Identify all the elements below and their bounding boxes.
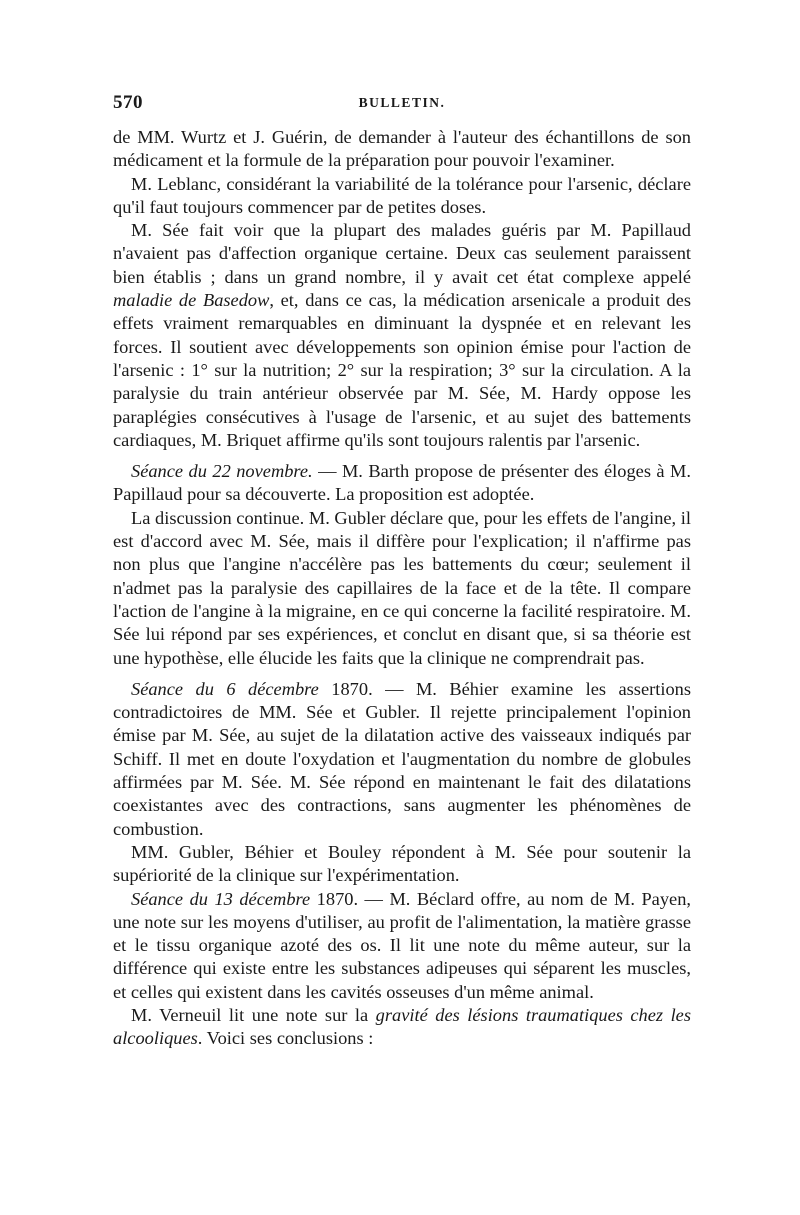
paragraph-text-before: M. Verneuil lit une note sur la [131, 1004, 376, 1025]
paragraph-verneuil [113, 1004, 691, 1051]
paragraph-seance-13-decembre [113, 888, 691, 1004]
paragraph-text-after: 1870. — M. Béclard offre, au nom de M. Payen, une note sur les moyens d'utiliser, au profit de l'alimentation, la matière grasse et le tissu organique azoté des os. Il lit une note du même auteur, sur la différence qui existe entre les substances adipeuses qui séparent les muscles, et celles qui existent dans les cavités osseuses d'un même animal. [113, 888, 692, 1002]
paragraph-text: M. Leblanc, considérant la variabilité de la tolérance pour l'arsenic, déclare qu'il faut toujours commencer par de petites doses. [113, 173, 691, 217]
paragraph-discussion [113, 507, 691, 670]
paragraph-see [113, 219, 691, 452]
running-title: BULLETIN. [358, 95, 446, 110]
paragraph-continued [113, 126, 691, 173]
paragraph-text-after: . Voici ses conclusions : [197, 1028, 374, 1049]
seance-heading: Séance du 6 décembre [131, 678, 319, 699]
paragraph-text-after: 1870. — M. Béhier examine les assertions contradictoires de MM. Sée et Gubler. Il rejette principalement l'opinion émise par M. Sée, au sujet de la dilatation active des vaisseaux indiqués par Schiff. Il met en doute l'oxydation et l'augmentation du nombre de globules affirmées par M. Sée. M. Sée répond en maintenant le fait des dilatations coexistantes avec des contractions, sans augmenter les phénomènes de combustion. [113, 678, 691, 839]
paragraph-text: La discussion continue. M. Gubler déclare que, pour les effets de l'angine, il est d'accord avec M. Sée, mais il diffère pour l'explication; il n'affirme pas non plus que l'angine n'accélère pas les battements du cœur; seulement il n'admet pas la paralysie des capillaires de la face et de la tête. Il compare l'action de l'angine à la migraine, en ce qui concerne la facilité respiratoire. M. Sée lui répond par ses expériences, et conclut en disant que, si sa théorie est une hypothèse, elle élucide les faits que la clinique ne comprendrait pas. [113, 507, 691, 668]
body-text [113, 126, 691, 1051]
page-number: 570 [113, 92, 143, 113]
paragraph-seance-22-novembre [113, 460, 691, 507]
paragraph-text-after: , et, dans ce cas, la médication arsenicale a produit des effets vraiment remarquables en diminuant la dyspnée et en relevant les forces. Il soutient avec développements son opinion émise pour l'action de l'arsenic : 1° sur la nutrition; 2° sur la respiration; 3° sur la circulation. A la paralysie du train antérieur observée par M. Sée, M. Hardy oppose les paraplégies consécutives à l'usage de l'arsenic, et au sujet des battements cardiaques, M. Briquet affirme qu'ils sont toujours ralentis par l'arsenic. [113, 290, 691, 450]
italic-term: maladie de Basedow [113, 290, 270, 311]
page-header [113, 92, 691, 120]
paragraph-text: MM. Gubler, Béhier et Bouley répondent à M. Sée pour soutenir la supériorité de la clinique sur l'expérimentation. [113, 841, 691, 886]
paragraph-text: de MM. Wurtz et J. Guérin, de demander à l'auteur des échantillons de son médicament et la formule de la préparation pour pouvoir l'examiner. [113, 127, 691, 171]
paragraph-text-after: — M. Barth propose de présenter des éloges à M. Papillaud pour sa découverte. La proposition est adoptée. [113, 461, 691, 505]
italic-title: gravité des lésions traumatiques chez les alcooliques [113, 1004, 691, 1049]
paragraph-seance-6-decembre [113, 678, 691, 841]
seance-heading: Séance du 13 décembre [131, 888, 311, 909]
paragraph-leblanc [113, 173, 691, 220]
paragraph-text-before: M. Sée fait voir que la plupart des malades guéris par M. Papillaud n'avaient pas d'affection organique certaine. Deux cas seulement paraissent bien établis ; dans un grand nombre, il y avait cet état complexe appelé [113, 220, 691, 287]
seance-heading: Séance du 22 novembre. [131, 461, 313, 482]
paragraph-gubler-behier [113, 841, 691, 888]
